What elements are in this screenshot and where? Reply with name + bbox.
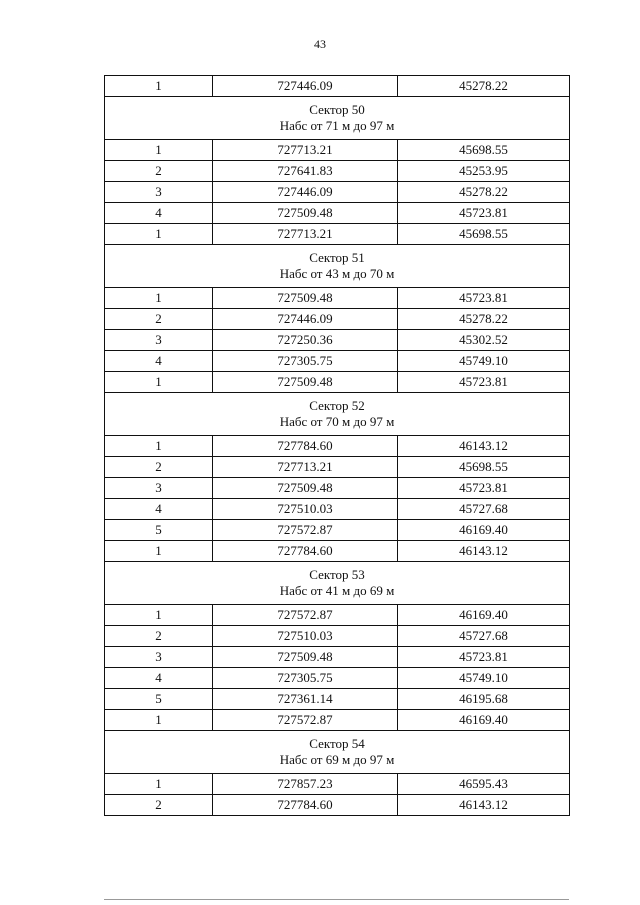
point-number-cell: 1 <box>105 774 213 795</box>
sector-name: Сектор 50 <box>309 102 365 117</box>
x-coordinate-cell: 727510.03 <box>213 626 398 647</box>
table-row <box>105 161 570 182</box>
y-coordinate-cell: 45698.55 <box>398 140 570 161</box>
y-coordinate-cell: 46595.43 <box>398 774 570 795</box>
x-coordinate-cell: 727857.23 <box>213 774 398 795</box>
y-coordinate-cell: 46195.68 <box>398 689 570 710</box>
point-number-cell: 3 <box>105 330 213 351</box>
point-number-cell: 1 <box>105 436 213 457</box>
point-number-cell: 4 <box>105 499 213 520</box>
table-row <box>105 626 570 647</box>
sector-header-row <box>105 562 570 605</box>
point-number-cell: 3 <box>105 182 213 203</box>
x-coordinate-cell: 727509.48 <box>213 203 398 224</box>
y-coordinate-cell: 45698.55 <box>398 457 570 478</box>
table-row <box>105 351 570 372</box>
sector-header-cell <box>105 731 570 774</box>
table-row <box>105 436 570 457</box>
point-number-cell: 5 <box>105 689 213 710</box>
sector-height-range: Набс от 43 м до 70 м <box>279 266 395 281</box>
y-coordinate-cell: 45278.22 <box>398 182 570 203</box>
y-coordinate-cell: 45727.68 <box>398 626 570 647</box>
point-number-cell: 2 <box>105 795 213 816</box>
y-coordinate-cell: 45749.10 <box>398 668 570 689</box>
point-number-cell: 2 <box>105 161 213 182</box>
y-coordinate-cell: 45727.68 <box>398 499 570 520</box>
point-number-cell: 1 <box>105 140 213 161</box>
x-coordinate-cell: 727641.83 <box>213 161 398 182</box>
sector-name: Сектор 51 <box>309 250 365 265</box>
x-coordinate-cell: 727784.60 <box>213 541 398 562</box>
y-coordinate-cell: 45698.55 <box>398 224 570 245</box>
x-coordinate-cell: 727713.21 <box>213 224 398 245</box>
point-number-cell: 2 <box>105 457 213 478</box>
sector-header-cell <box>105 562 570 605</box>
y-coordinate-cell: 46143.12 <box>398 541 570 562</box>
x-coordinate-cell: 727509.48 <box>213 288 398 309</box>
point-number-cell: 1 <box>105 541 213 562</box>
table-row <box>105 795 570 816</box>
y-coordinate-cell: 45723.81 <box>398 647 570 668</box>
page-number: 43 <box>314 37 326 51</box>
y-coordinate-cell: 45278.22 <box>398 309 570 330</box>
x-coordinate-cell: 727305.75 <box>213 351 398 372</box>
y-coordinate-cell: 45253.95 <box>398 161 570 182</box>
table-row <box>105 689 570 710</box>
table-row <box>105 668 570 689</box>
table-row <box>105 309 570 330</box>
x-coordinate-cell: 727510.03 <box>213 499 398 520</box>
y-coordinate-cell: 45749.10 <box>398 351 570 372</box>
table-row <box>105 140 570 161</box>
y-coordinate-cell: 45723.81 <box>398 478 570 499</box>
x-coordinate-cell: 727784.60 <box>213 436 398 457</box>
point-number-cell: 1 <box>105 372 213 393</box>
point-number-cell: 1 <box>105 76 213 97</box>
sector-name: Сектор 54 <box>309 736 365 751</box>
point-number-cell: 1 <box>105 605 213 626</box>
x-coordinate-cell: 727713.21 <box>213 457 398 478</box>
x-coordinate-cell: 727713.21 <box>213 140 398 161</box>
point-number-cell: 1 <box>105 224 213 245</box>
page-bottom-edge <box>104 899 569 900</box>
y-coordinate-cell: 45302.52 <box>398 330 570 351</box>
sector-header-row <box>105 731 570 774</box>
y-coordinate-cell: 46169.40 <box>398 710 570 731</box>
point-number-cell: 1 <box>105 288 213 309</box>
table-row <box>105 182 570 203</box>
point-number-cell: 3 <box>105 647 213 668</box>
x-coordinate-cell: 727572.87 <box>213 520 398 541</box>
y-coordinate-cell: 45278.22 <box>398 76 570 97</box>
x-coordinate-cell: 727446.09 <box>213 309 398 330</box>
y-coordinate-cell: 45723.81 <box>398 288 570 309</box>
x-coordinate-cell: 727305.75 <box>213 668 398 689</box>
y-coordinate-cell: 46169.40 <box>398 520 570 541</box>
table-row <box>105 478 570 499</box>
table-row <box>105 330 570 351</box>
table-row <box>105 541 570 562</box>
y-coordinate-cell: 45723.81 <box>398 203 570 224</box>
sector-height-range: Набс от 69 м до 97 м <box>279 752 395 767</box>
y-coordinate-cell: 45723.81 <box>398 372 570 393</box>
sector-name: Сектор 52 <box>309 398 365 413</box>
sector-header-cell <box>105 97 570 140</box>
table-row <box>105 605 570 626</box>
table-row <box>105 710 570 731</box>
point-number-cell: 2 <box>105 626 213 647</box>
x-coordinate-cell: 727509.48 <box>213 647 398 668</box>
table-row <box>105 520 570 541</box>
x-coordinate-cell: 727509.48 <box>213 478 398 499</box>
sector-header-cell <box>105 393 570 436</box>
table-row <box>105 647 570 668</box>
sector-header-row <box>105 245 570 288</box>
point-number-cell: 4 <box>105 351 213 372</box>
table-row <box>105 372 570 393</box>
y-coordinate-cell: 46169.40 <box>398 605 570 626</box>
table-row <box>105 224 570 245</box>
table-row <box>105 203 570 224</box>
x-coordinate-cell: 727361.14 <box>213 689 398 710</box>
sector-header-cell <box>105 245 570 288</box>
x-coordinate-cell: 727572.87 <box>213 605 398 626</box>
coordinates-table-body <box>105 76 570 816</box>
x-coordinate-cell: 727446.09 <box>213 76 398 97</box>
table-row <box>105 76 570 97</box>
x-coordinate-cell: 727784.60 <box>213 795 398 816</box>
sector-header-row <box>105 97 570 140</box>
point-number-cell: 1 <box>105 710 213 731</box>
sector-name: Сектор 53 <box>309 567 365 582</box>
table-row <box>105 457 570 478</box>
x-coordinate-cell: 727572.87 <box>213 710 398 731</box>
y-coordinate-cell: 46143.12 <box>398 795 570 816</box>
point-number-cell: 5 <box>105 520 213 541</box>
point-number-cell: 4 <box>105 668 213 689</box>
sector-height-range: Набс от 71 м до 97 м <box>279 118 395 133</box>
table-row <box>105 288 570 309</box>
coordinates-table <box>104 75 570 816</box>
table-row <box>105 774 570 795</box>
point-number-cell: 4 <box>105 203 213 224</box>
point-number-cell: 3 <box>105 478 213 499</box>
sector-header-row <box>105 393 570 436</box>
x-coordinate-cell: 727446.09 <box>213 182 398 203</box>
point-number-cell: 2 <box>105 309 213 330</box>
x-coordinate-cell: 727509.48 <box>213 372 398 393</box>
sector-height-range: Набс от 41 м до 69 м <box>279 583 395 598</box>
y-coordinate-cell: 46143.12 <box>398 436 570 457</box>
sector-height-range: Набс от 70 м до 97 м <box>279 414 395 429</box>
table-row <box>105 499 570 520</box>
x-coordinate-cell: 727250.36 <box>213 330 398 351</box>
